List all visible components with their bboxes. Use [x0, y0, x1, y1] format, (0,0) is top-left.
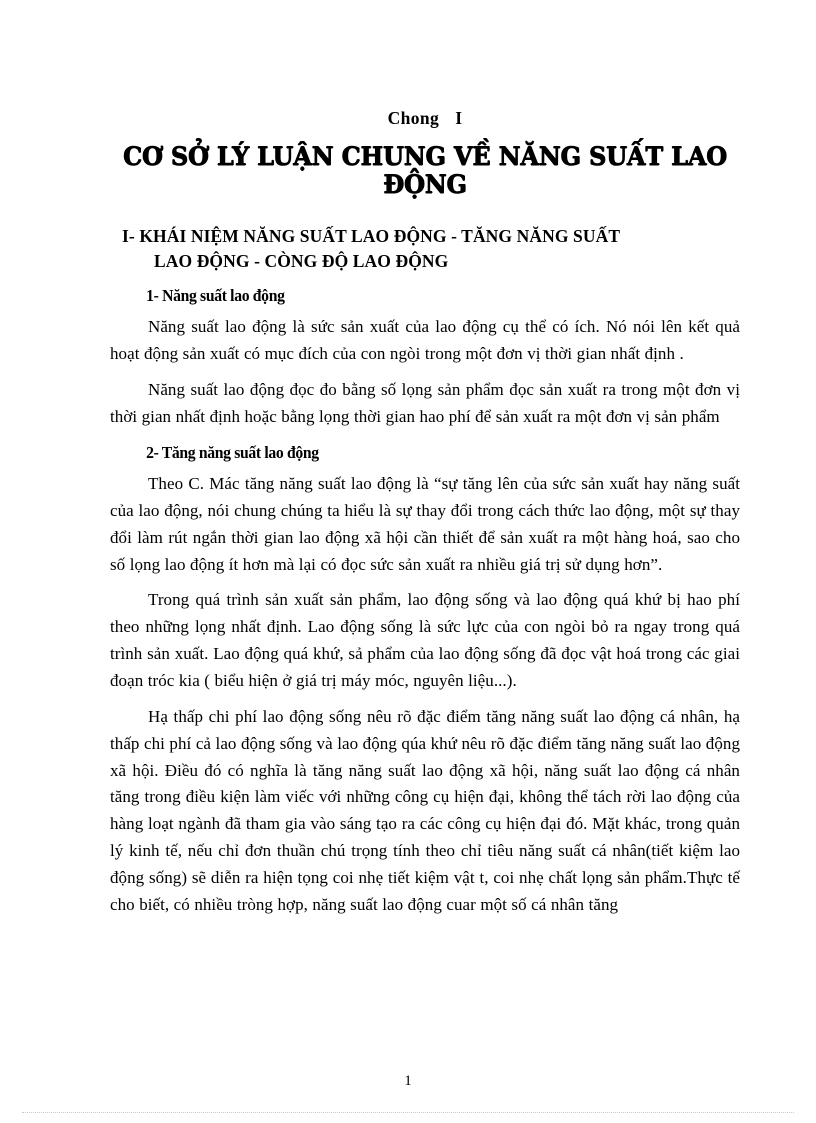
subsection-2-paragraph-1: Theo C. Mác tăng năng suất lao động là “sự tăng lên của sức sản xuất hay năng suất của lao động, nói chung chúng ta hiểu là sự thay đổi trong cách thức lao động, một sự thay đổi làm rút ngắn thời gian lao động xã hội cần thiết để sản xuất ra một hàng hoá, sao cho số lọng lao động ít hơn mà lại có đọc sức sản xuất ra nhiều giá trị sử dụng hơn”. [110, 474, 740, 574]
subsection-2-paragraph-3: Hạ thấp chi phí lao động sống nêu rõ đặc điểm tăng năng suất lao động cá nhân, hạ thấp chi phí cả lao động sống và lao động qúa khứ nêu rõ đặc điểm tăng năng suất lao động xã hội. Điều đó có nghĩa là tăng năng suất lao động xã hội, năng suất lao động cá nhân tăng trong điều kiện làm viếc với những công cụ hiện đại, không thể tách rời lao động của hàng loạt ngành đã tham gia vào sáng tạo ra các công cụ hiện đại đó. Mặt khác, trong quản lý kinh tế, nếu chỉ đơn thuần chú trọng tính theo chỉ tiêu năng suất cá nhân(tiết kiệm lao động sống) sẽ diễn ra hiện tọng coi nhẹ tiết kiệm vật t, coi nhẹ chất lọng sản phẩm.Thực tế cho biết, có nhiều tròng hợp, năng suất lao động cuar một số cá nhân tăng [110, 706, 740, 914]
section-heading [122, 224, 740, 274]
chapter-number: I [455, 108, 463, 128]
section-heading-line-1: I- KHÁI NIỆM NĂNG SUẤT LAO ĐỘNG - TĂNG NĂNG SUẤT [122, 226, 621, 246]
document-title: CƠ SỞ LÝ LUẬN CHUNG VỀ NĂNG SUẤT LAO ĐỘNG [123, 142, 727, 199]
chapter-label: Chong [387, 108, 440, 128]
scan-artifact-rule [22, 1112, 794, 1114]
subsection-2-heading: 2- Tăng năng suất lao động [146, 442, 319, 462]
subsection-1-heading: 1- Năng suất lao động [146, 285, 285, 305]
subsection-1-paragraph-1: Năng suất lao động là sức sản xuất của lao động cụ thể có ích. Nó nói lên kết quả hoạt động sản xuất có mục đích của con ngòi trong một đơn vị thời gian nhất định . [110, 317, 740, 363]
chapter-heading [110, 108, 740, 129]
page-number: 1 [404, 1073, 412, 1089]
subsection-1-paragraph-2: Năng suất lao động đọc đo bằng số lọng sản phẩm đọc sản xuất ra trong một đơn vị thời gian nhất định hoặc bằng lọng thời gian hao phí để sản xuất ra một đơn vị sản phẩm [110, 379, 740, 426]
page-content [110, 108, 740, 928]
subsection-2-paragraph-2: Trong quá trình sản xuất sản phẩm, lao động sống và lao động quá khứ bị hao phí theo những lọng nhất định. Lao động sống là sức lực của con ngòi bỏ ra ngay trong quá trình sản xuất. Lao động quá khứ, sả phẩm của lao động sống đã đọc vật hoá trong các giai đoạn tróc kia ( biểu hiện ở giá trị máy móc, nguyên liệu...). [110, 590, 740, 691]
section-heading-line-2: LAO ĐỘNG - CÒNG ĐỘ LAO ĐỘNG [154, 250, 449, 271]
